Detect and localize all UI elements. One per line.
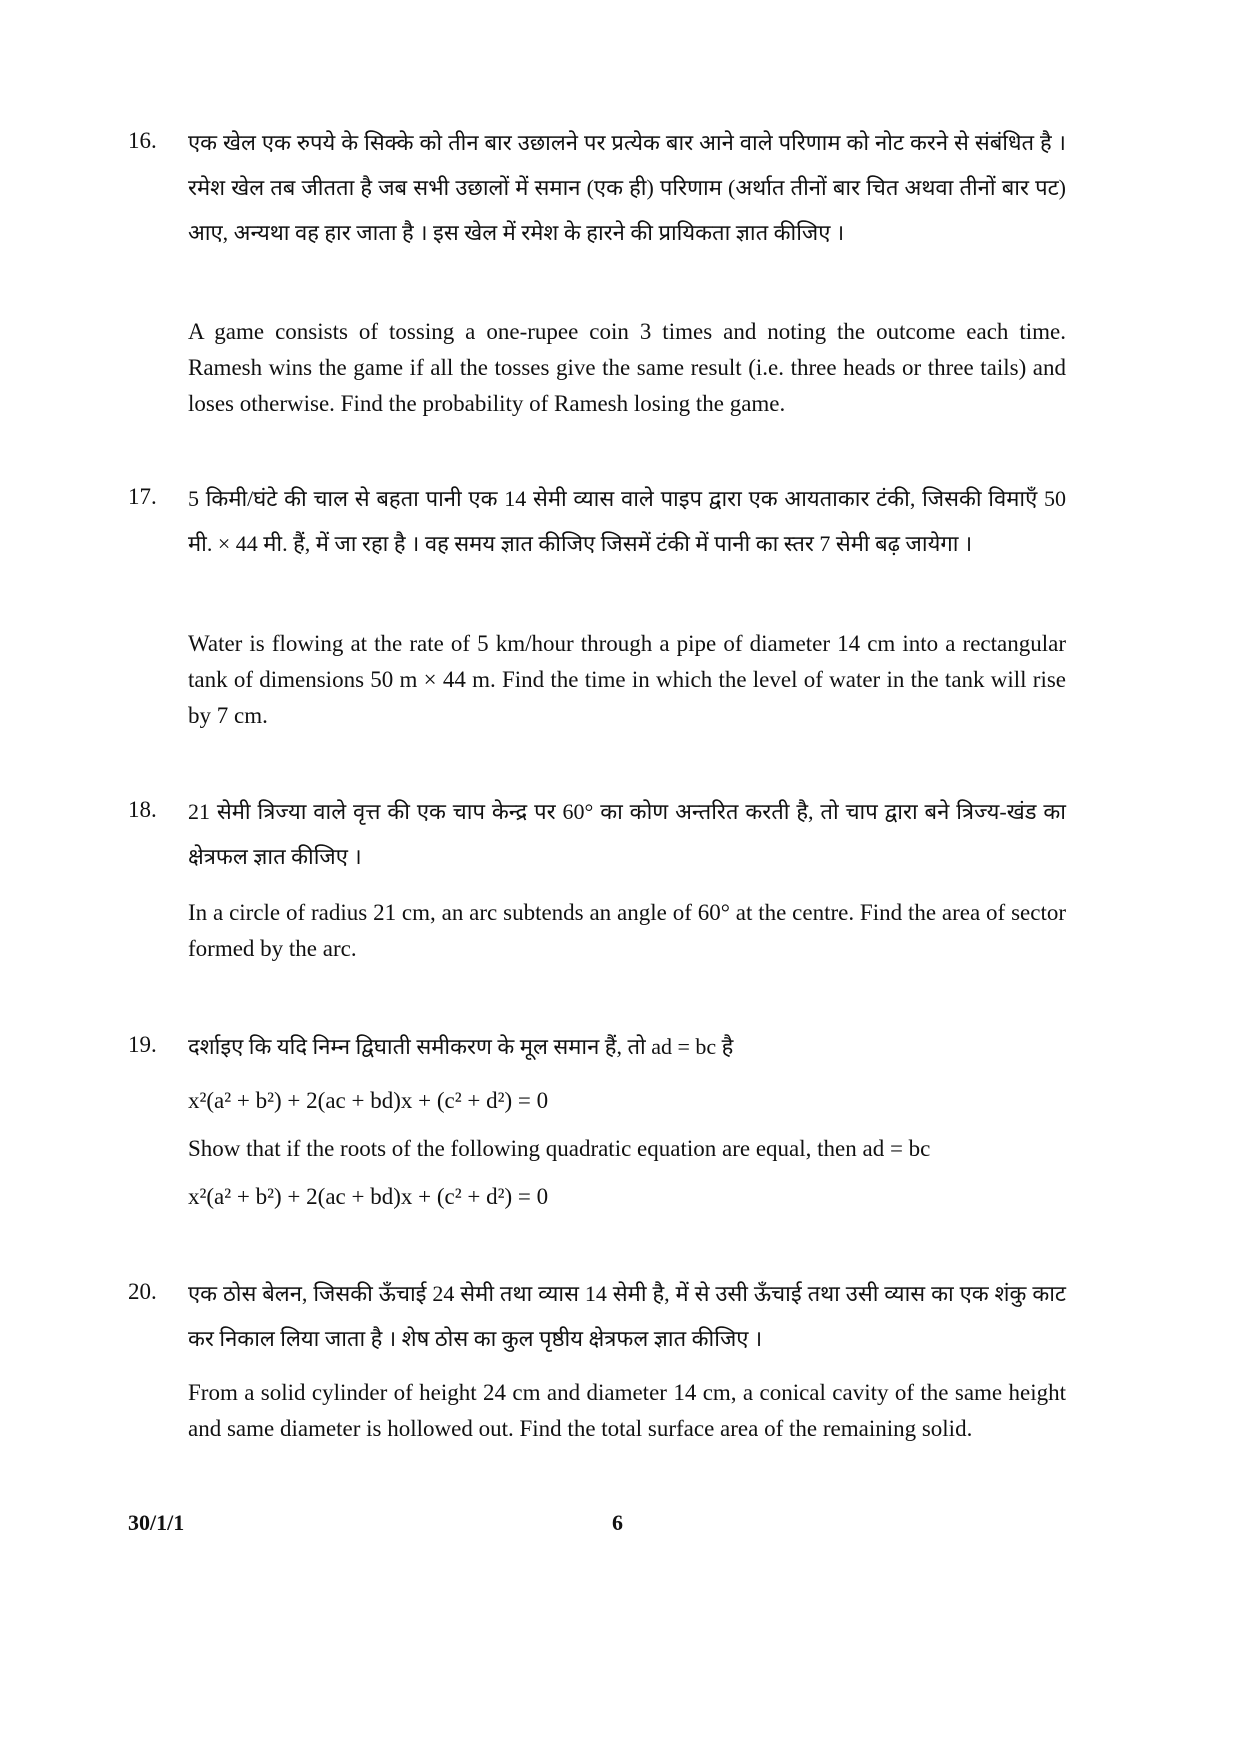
paper-code: 30/1/1 [128,1510,185,1535]
question-18-english: In a circle of radius 21 cm, an arc subtends an angle of 60° at the centre. Find the area of sector formed by the arc. [188,900,1066,961]
question-20-english: From a solid cylinder of height 24 cm and diameter 14 cm, a conical cavity of the same height and same diameter is hollowed out. Find the total surface area of the remaining solid. [188,1380,1066,1441]
question-19-english: Show that if the roots of the following quadratic equation are equal, then ad = bc [188,1136,931,1161]
question-20-hindi: एक ठोस बेलन, जिसकी ऊँचाई 24 सेमी तथा व्यास 14 सेमी है, में से उसी ऊँचाई तथा उसी व्यास का एक शंकु काट कर निकाल लिया जाता है । शेष ठोस का कुल पृष्ठीय क्षेत्रफल ज्ञात कीजिए । [188,1281,1066,1351]
question-19-hindi: दर्शाइए कि यदि निम्न द्विघाती समीकरण के मूल समान हैं, तो ad = bc है [188,1034,734,1059]
question-16-hindi: एक खेल एक रुपये के सिक्के को तीन बार उछालने पर प्रत्येक बार आने वाले परिणाम को नोट करने से संबंधित है । रमेश खेल तब जीतता है जब सभी उछालों में समान (एक ही) परिणाम (अर्थात तीनों बार चित अथवा तीनों बार पट) आए, अन्यथा वह हार जाता है । इस खेल में रमेश के हारने की प्रायिकता ज्ञात कीजिए । [188,130,1066,245]
question-17-english: Water is flowing at the rate of 5 km/hour through a pipe of diameter 14 cm into a rectangular tank of dimensions 50 m × 44 m. Find the time in which the level of water in the tank will rise by 7 cm. [188,631,1066,728]
question-number: 16. [128,128,157,153]
equation: x²(a² + b²) + 2(ac + bd)x + (c² + d²) = 0 [188,1184,549,1209]
question-19-equation-hindi [188,1083,1066,1119]
question-number: 19. [128,1032,157,1057]
question-18-hindi: 21 सेमी त्रिज्या वाले वृत्त की एक चाप केन्द्र पर 60° का कोण अन्तरित करती है, तो चाप द्वारा बने त्रिज्य-खंड का क्षेत्रफल ज्ञात कीजिए । [188,799,1066,869]
page-number: 6 [612,1510,623,1535]
question-16-english: A game consists of tossing a one-rupee coin 3 times and noting the outcome each time. Ramesh wins the game if all the tosses give the same result (i.e. three heads or three tails) and loses otherwise. Find the probability of Ramesh losing the game. [188,319,1066,416]
equation: x²(a² + b²) + 2(ac + bd)x + (c² + d²) = 0 [188,1088,549,1113]
question-19-equation-english [188,1179,1066,1215]
question-17-hindi: 5 किमी/घंटे की चाल से बहता पानी एक 14 सेमी व्यास वाले पाइप द्वारा एक आयताकार टंकी, जिसकी विमाएँ 50 मी. × 44 मी. हैं, में जा रहा है । वह समय ज्ञात कीजिए जिसमें टंकी में पानी का स्तर 7 सेमी बढ़ जायेगा । [188,486,1066,556]
question-number: 20. [128,1279,157,1304]
question-number: 18. [128,797,157,822]
question-number: 17. [128,484,157,509]
